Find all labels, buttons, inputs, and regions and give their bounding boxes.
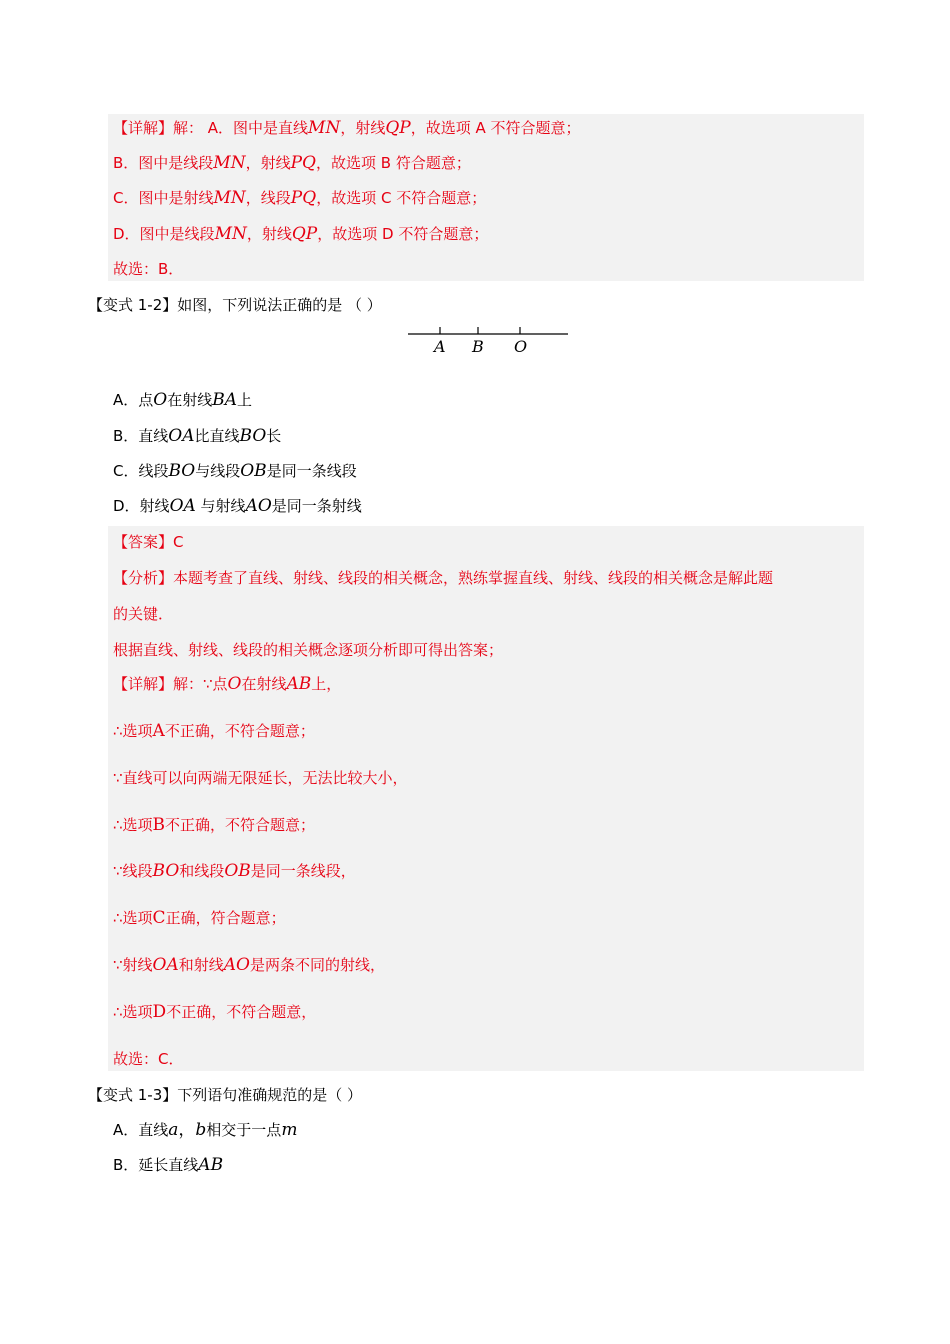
text-segment: C．图中是射线 bbox=[113, 189, 214, 207]
option-a bbox=[113, 390, 252, 410]
label-a: A bbox=[434, 337, 446, 356]
text-segment: D．射线 bbox=[113, 497, 170, 515]
line-figure bbox=[400, 320, 580, 360]
math-symbol: O bbox=[153, 390, 168, 410]
text-segment: ，故选项 B 符合题意； bbox=[316, 154, 471, 172]
math-symbol: BA bbox=[212, 390, 237, 410]
math-symbol: BO bbox=[152, 861, 180, 881]
option-d bbox=[113, 496, 362, 516]
text-segment: 不正确，不符合题意， bbox=[166, 1003, 317, 1021]
text-segment: ， bbox=[178, 1120, 196, 1140]
text-segment: 上， bbox=[311, 675, 342, 693]
label-o: O bbox=[514, 337, 528, 356]
question-stem bbox=[88, 1085, 362, 1105]
detail-line bbox=[113, 1002, 316, 1022]
math-symbol: m bbox=[281, 1120, 298, 1140]
text-segment: 与射线 bbox=[195, 497, 246, 515]
analysis-line bbox=[113, 604, 173, 624]
math-symbol: BO bbox=[168, 461, 196, 481]
text-segment: D．图中是线段 bbox=[113, 225, 215, 243]
text-segment: 和线段 bbox=[179, 862, 225, 880]
math-symbol: OB bbox=[224, 861, 251, 881]
math-symbol: PQ bbox=[290, 153, 316, 173]
text-segment: ∴选项 bbox=[113, 909, 153, 927]
text-segment: ∵射线 bbox=[113, 956, 153, 974]
solution-box-2 bbox=[108, 526, 864, 1071]
detail-line bbox=[113, 815, 315, 835]
text-segment: ∴选项 bbox=[113, 722, 153, 740]
text-segment: 【答案】C bbox=[113, 533, 184, 551]
text-segment: 【变式 1-3】下列语句准确规范的是（ ） bbox=[88, 1086, 363, 1104]
math-symbol: OA bbox=[169, 496, 196, 516]
math-symbol: AB bbox=[286, 674, 312, 694]
text-segment: 【详解】解： A．图中是直线 bbox=[113, 119, 309, 137]
math-symbol: OB bbox=[240, 461, 267, 481]
block1-line bbox=[113, 224, 488, 244]
detail-line bbox=[113, 908, 286, 928]
text-segment: A．点 bbox=[113, 391, 154, 409]
detail-line bbox=[113, 768, 408, 788]
text-segment: 根据直线、射线、线段的相关概念逐项分析即可得出答案； bbox=[113, 641, 504, 659]
math-symbol: PQ bbox=[290, 188, 317, 208]
text-segment: 和射线 bbox=[178, 956, 224, 974]
text-segment: 长 bbox=[266, 427, 282, 445]
math-symbol: a bbox=[168, 1120, 179, 1140]
text-segment: 是两条不同的射线， bbox=[250, 956, 386, 974]
text-segment: ，故选项 C 不符合题意； bbox=[316, 189, 487, 207]
math-symbol: BO bbox=[239, 426, 267, 446]
math-symbol: QP bbox=[385, 118, 411, 138]
math-symbol: AO bbox=[223, 955, 250, 975]
text-segment: 故选：C． bbox=[113, 1050, 184, 1068]
text-segment: B bbox=[152, 815, 166, 835]
analysis-line bbox=[113, 568, 773, 588]
text-segment: ∵线段 bbox=[113, 862, 153, 880]
math-symbol: MN bbox=[308, 118, 341, 138]
text-segment: 相交于一点 bbox=[206, 1121, 282, 1139]
option-c bbox=[113, 461, 357, 481]
math-symbol: O bbox=[227, 674, 242, 694]
detail-line bbox=[113, 1049, 183, 1069]
text-segment: 不正确，不符合题意； bbox=[165, 816, 316, 834]
text-segment: 不正确，不符合题意； bbox=[164, 722, 315, 740]
math-symbol: MN bbox=[213, 153, 246, 173]
math-symbol: QP bbox=[291, 224, 318, 244]
text-segment: A bbox=[152, 721, 165, 741]
option-a bbox=[113, 1120, 297, 1140]
text-segment: 是同一条线段， bbox=[250, 862, 356, 880]
detail-line bbox=[113, 721, 315, 741]
detail-line bbox=[113, 955, 385, 975]
math-symbol: AB bbox=[198, 1155, 224, 1175]
text-segment: B．延长直线 bbox=[113, 1156, 199, 1174]
option-b bbox=[113, 1155, 223, 1175]
text-segment: 【分析】本题考查了直线、射线、线段的相关概念，熟练掌握直线、射线、线段的相关概念是解此题 bbox=[113, 569, 774, 587]
block1-line bbox=[113, 118, 581, 138]
text-segment: ，故选项 A 不符合题意； bbox=[410, 119, 581, 137]
text-segment: 是同一条线段 bbox=[266, 462, 357, 480]
text-segment: 在射线 bbox=[167, 391, 213, 409]
block1-line bbox=[113, 153, 471, 173]
text-segment: ，射线 bbox=[246, 225, 292, 243]
question-stem bbox=[88, 295, 382, 315]
text-segment: D bbox=[152, 1002, 167, 1022]
text-segment: ，线段 bbox=[245, 189, 291, 207]
math-symbol: AO bbox=[245, 496, 272, 516]
option-b bbox=[113, 426, 281, 446]
text-segment: C bbox=[152, 908, 166, 928]
text-segment: 比直线 bbox=[194, 427, 240, 445]
math-symbol: OA bbox=[152, 955, 179, 975]
block1-line bbox=[113, 188, 486, 208]
text-segment: 与线段 bbox=[195, 462, 241, 480]
detail-line bbox=[113, 861, 356, 881]
text-segment: A．直线 bbox=[113, 1121, 169, 1139]
math-symbol: b bbox=[195, 1120, 207, 1140]
math-symbol: MN bbox=[214, 224, 247, 244]
text-segment: 【详解】解：∵点 bbox=[113, 675, 228, 693]
analysis-line bbox=[113, 640, 503, 660]
text-segment: ，故选项 D 不符合题意； bbox=[317, 225, 489, 243]
text-segment: 故选：B． bbox=[113, 260, 184, 278]
text-segment: ，射线 bbox=[340, 119, 386, 137]
text-segment: 在射线 bbox=[241, 675, 287, 693]
answer-line bbox=[113, 532, 183, 552]
text-segment: ∴选项 bbox=[113, 1003, 153, 1021]
text-segment: C．线段 bbox=[113, 462, 169, 480]
text-segment: 【变式 1-2】如图，下列说法正确的是 （ ） bbox=[88, 296, 382, 314]
text-segment: 上 bbox=[237, 391, 253, 409]
text-segment: ∴选项 bbox=[113, 816, 153, 834]
text-segment: ，射线 bbox=[245, 154, 291, 172]
text-segment: B．图中是线段 bbox=[113, 154, 214, 172]
math-symbol: OA bbox=[168, 426, 195, 446]
text-segment: 的关键． bbox=[113, 605, 174, 623]
text-segment: 是同一条射线 bbox=[271, 497, 362, 515]
label-b: B bbox=[472, 337, 484, 356]
text-segment: 正确，符合题意； bbox=[165, 909, 286, 927]
math-symbol: MN bbox=[213, 188, 246, 208]
text-segment: B．直线 bbox=[113, 427, 169, 445]
block1-line bbox=[113, 259, 183, 279]
text-segment: ∵直线可以向两端无限延长，无法比较大小， bbox=[113, 769, 408, 787]
detail-line bbox=[113, 674, 341, 694]
